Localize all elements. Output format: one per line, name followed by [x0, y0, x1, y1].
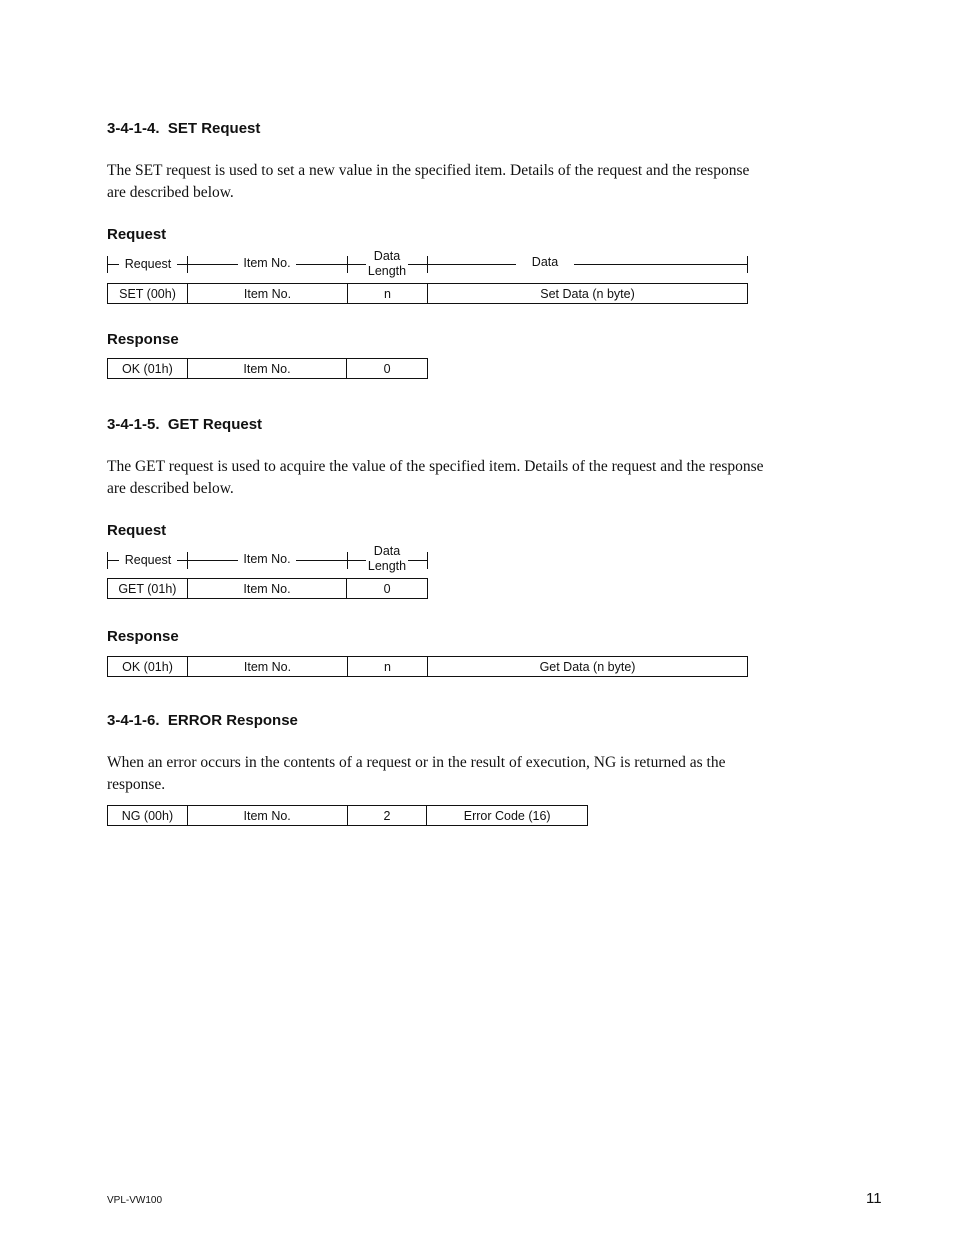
table-cell-data-length: n: [348, 284, 428, 303]
section-heading-get-request: 3-4-1-5. GET Request: [107, 416, 263, 433]
set-request-table: [107, 283, 748, 304]
error-response-description: [107, 752, 807, 795]
table-cell-command: GET (01h): [108, 579, 188, 598]
paragraph-line: response.: [107, 775, 166, 793]
table-cell-data-length: 0: [383, 361, 391, 376]
set-request-description: [107, 160, 807, 203]
table-cell-data-length: 0: [383, 581, 391, 596]
paragraph-line: The GET request is used to acquire the value of the specified item. Details of the request and the response: [107, 458, 764, 475]
get-response-subheading: Response: [107, 628, 179, 645]
table-cell-item-no: Item No.: [188, 579, 348, 598]
get-request-table: [107, 578, 428, 599]
table-cell-command: OK (01h): [108, 657, 188, 676]
dimension-label-data-length: Data Length: [367, 249, 407, 278]
get-request-description: [107, 456, 807, 499]
set-request-dimension-line: [107, 249, 749, 279]
get-request-subheading: Request: [107, 522, 167, 539]
table-cell-item-no: Item No.: [188, 359, 348, 378]
set-response-subheading: Response: [107, 331, 179, 348]
paragraph-line: are described below.: [107, 183, 234, 201]
table-cell-error-code: Error Code (16): [463, 808, 551, 823]
section-heading-error-response: 3-4-1-6. ERROR Response: [107, 712, 298, 729]
table-cell-item-no: Item No.: [188, 284, 348, 303]
error-response-table: [107, 805, 588, 826]
table-cell-command: SET (00h): [108, 284, 188, 303]
footer-model-name: VPL-VW100: [107, 1195, 163, 1206]
get-response-table: [107, 656, 748, 677]
section-heading-set-request: 3-4-1-4. SET Request: [107, 120, 261, 137]
set-request-subheading: Request: [107, 226, 167, 243]
paragraph-line: The SET request is used to set a new value in the specified item. Details of the request and the response: [107, 162, 750, 179]
dimension-label-request: Request: [119, 553, 177, 568]
table-cell-data-length: 2: [348, 806, 428, 825]
dimension-label-request: Request: [119, 257, 177, 272]
dimension-label-data: Data: [516, 255, 574, 270]
dimension-label-item-no: Item No.: [238, 552, 296, 567]
table-cell-command: NG (00h): [108, 806, 188, 825]
dimension-label-item-no: Item No.: [238, 256, 296, 271]
paragraph-line: When an error occurs in the contents of a request or in the result of execution, NG is returned as the: [107, 754, 726, 771]
table-cell-data-length: n: [348, 657, 428, 676]
dimension-label-data-length: Data Length: [367, 544, 407, 573]
table-cell-item-no: Item No.: [188, 657, 348, 676]
table-cell-item-no: Item No.: [188, 806, 348, 825]
get-request-dimension-line: [107, 544, 429, 574]
table-cell-data: Set Data (n byte): [540, 286, 635, 301]
table-cell-data: Get Data (n byte): [539, 659, 636, 674]
table-cell-command: OK (01h): [108, 359, 188, 378]
set-response-table: [107, 358, 428, 379]
paragraph-line: are described below.: [107, 479, 234, 497]
page-number: 11: [866, 1190, 882, 1207]
